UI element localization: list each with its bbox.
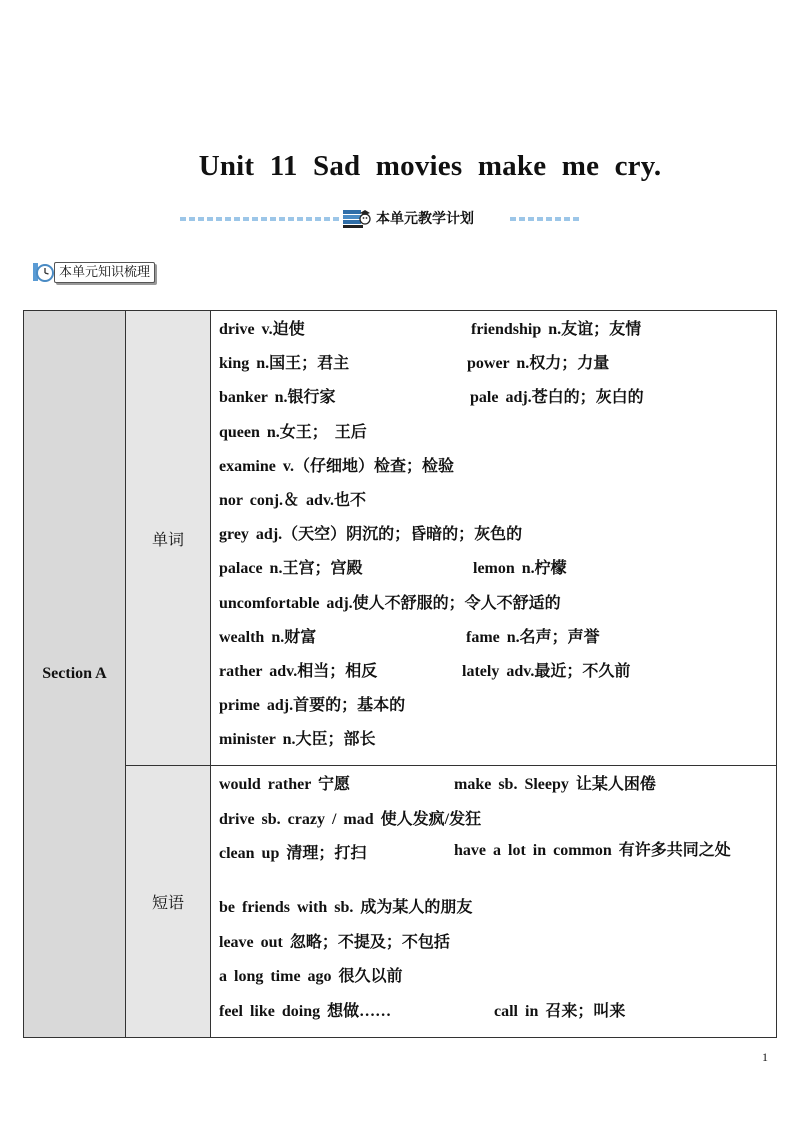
- page-number: 1: [762, 1050, 768, 1064]
- list-item: prime adj.首要的；基本的: [219, 697, 406, 715]
- list-item: examine v.（仔细地）检查；检验: [219, 457, 454, 475]
- phrase-list: [211, 766, 777, 1038]
- list-item: wealth n.财富 fame n.名声；声誉: [219, 628, 600, 646]
- banner-text: 本单元教学计划: [376, 211, 474, 227]
- list-item: drive v.迫使 friendship n.友谊；友情: [219, 321, 642, 338]
- list-item: clean up 清理；打扫 have a lot in common 有许多共同之处: [219, 842, 731, 863]
- list-item: would rather 宁愿 make sb. Sleepy 让某人困倦: [219, 776, 656, 794]
- page-title: Unit 11 Sad movies make me cry.: [198, 150, 662, 182]
- list-item: leave out 忽略；不提及；不包括: [219, 933, 450, 951]
- clock-icon: [32, 261, 54, 283]
- phrase-category: 短语: [126, 766, 211, 1038]
- list-item: drive sb. crazy / mad 使人发疯/发狂: [219, 810, 482, 828]
- vocab-list: [211, 311, 777, 766]
- list-item: nor conj.＆ adv.也不: [219, 491, 367, 509]
- section-label: Section A: [24, 311, 126, 1038]
- list-item: feel like doing 想做…… call in 召来；叫来: [219, 1002, 626, 1020]
- list-item: rather adv.相当；相反 lately adv.最近；不久前: [219, 662, 631, 680]
- books-icon: [342, 207, 372, 229]
- list-item: banker n.银行家 pale adj.苍白的；灰白的: [219, 389, 644, 407]
- list-item: be friends with sb. 成为某人的朋友: [219, 899, 473, 917]
- list-item: queen n.女王； 王后: [219, 423, 367, 441]
- banner-rule-right: [510, 217, 580, 221]
- vocab-category: 单词: [126, 311, 211, 766]
- list-item: palace n.王宫；宫殿 lemon n.柠檬: [219, 560, 567, 578]
- list-item: minister n.大臣；部长: [219, 731, 376, 749]
- section-banner: [180, 203, 580, 233]
- list-item: a long time ago 很久以前: [219, 968, 403, 986]
- list-item: king n.国王；君主 power n.权力；力量: [219, 355, 610, 373]
- list-item: grey adj.（天空）阴沉的；昏暗的；灰色的: [219, 526, 523, 544]
- tag-label: 本单元知识梳理: [54, 262, 155, 283]
- list-item: uncomfortable adj.使人不舒服的；令人不舒适的: [219, 594, 561, 612]
- banner-rule-left: [180, 217, 340, 221]
- knowledge-table: [23, 310, 777, 1038]
